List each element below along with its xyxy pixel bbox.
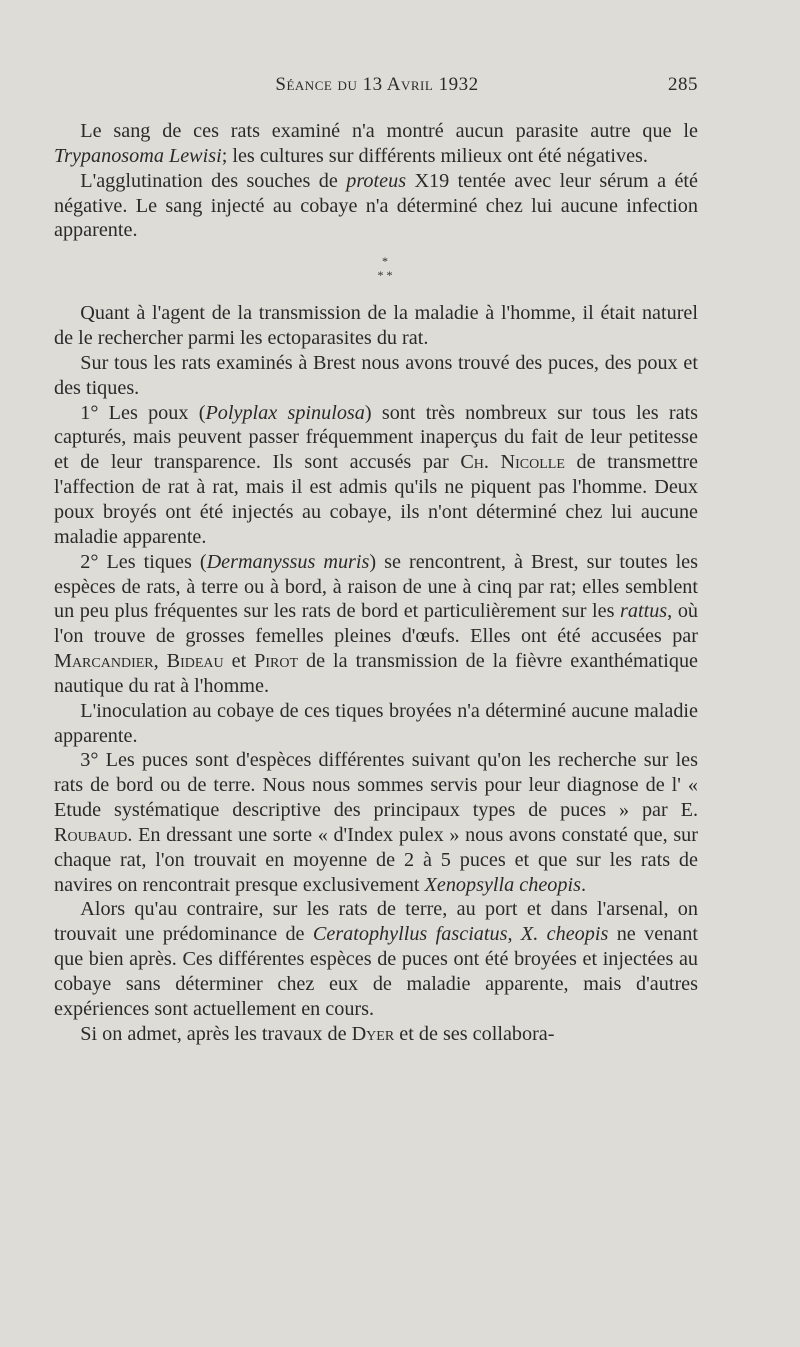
paragraph-2 — [54, 169, 698, 244]
text-run: X19 tentée avec leur sérum a été négative. Le sang injecté au cobaye n'a déterminé chez lui aucune infection apparente. — [54, 169, 698, 242]
author-name: Bideau — [166, 650, 224, 673]
species-name: proteus — [346, 169, 407, 192]
asterism-bottom: * * — [377, 268, 393, 283]
paragraph-5 — [54, 401, 698, 550]
text-run: , où l'on trouve de grosses femelles pleines d'œufs. Elles ont été accusées par — [54, 600, 699, 648]
running-header — [56, 74, 698, 104]
text-run: 2° Les tiques ( — [80, 550, 207, 573]
species-name: Dermanyssus muris — [206, 550, 370, 573]
author-name: Marcandier — [54, 650, 154, 673]
author-name: Dyer — [351, 1022, 395, 1045]
species-name: X. cheopis — [520, 923, 609, 946]
text-run: 3° Les puces sont d'espèces différentes suivant qu'on les recherche sur les rats de bord ou de terre. Nous nous sommes servis pour leur diagnose de l' « Etude systématique descriptive des principaux types de puces » par E. — [54, 749, 698, 822]
paragraph-4 — [54, 351, 698, 401]
text-run: ne venant que bien après. Ces différentes espèces de puces ont été broyées et injectées au cobaye sans déterminer chez eux de maladie apparente, mais d'autres expériences sont actuellement en cours. — [54, 923, 698, 1020]
species-name: Ceratophyllus fasciatus — [312, 923, 508, 946]
species-name: Trypanosoma Lewisi — [54, 144, 222, 167]
species-name: Polyplax spinulosa — [205, 401, 365, 424]
species-name: rattus — [620, 600, 668, 623]
text-run: . — [580, 873, 587, 896]
author-name: Pirot — [254, 650, 299, 673]
text-run: Alors qu'au contraire, sur les rats de terre, au port et dans l'arsenal, on trouvait une prédominance de — [54, 898, 698, 946]
paragraph-9 — [54, 897, 698, 1021]
paragraph-10 — [54, 1022, 698, 1047]
body-text — [54, 119, 698, 1047]
paragraph-8 — [54, 748, 698, 897]
text-run: L'inoculation au cobaye de ces tiques broyées n'a déterminé aucune maladie apparente. — [54, 699, 698, 747]
text-run: Sur tous les rats examinés à Brest nous avons trouvé des puces, des poux et des tiques. — [54, 351, 698, 399]
text-run: , — [153, 650, 167, 673]
text-run: . En dressant une sorte « d'Index pulex » nous avons constaté que, sur chaque rat, l'on trouvait en moyenne de 2 à 5 puces et que sur les rats de navires on rencontrait presque exclusivement — [54, 823, 698, 896]
text-run: de transmettre l'affection de rat à rat, mais il est admis qu'ils ne piquent pas l'homme. Deux poux broyés ont été injectés au cobaye, ils n'ont déterminé chez lui aucune maladie apparente. — [54, 451, 699, 548]
text-run: Le sang de ces rats examiné n'a montré aucun parasite autre que le — [80, 120, 698, 142]
paragraph-3 — [54, 301, 698, 351]
text-run: de la transmission de la fièvre exanthématique nautique du rat à l'homme. — [54, 650, 698, 697]
paragraph-6 — [54, 550, 698, 699]
text-run: ; les cultures sur différents milieux ont été négatives. — [221, 144, 648, 167]
section-separator — [54, 243, 698, 301]
text-run: et — [223, 650, 255, 673]
paragraph-7 — [54, 699, 698, 749]
text-run: ) sont très nombreux sur tous les rats capturés, mais peuvent passer fréquemment inaperçus du fait de leur petitesse et de leur transparence. Ils sont accusés par — [54, 401, 698, 474]
author-name: Roubaud — [54, 823, 128, 846]
text-run: , — [507, 923, 521, 946]
text-run: 1° Les poux ( — [80, 401, 206, 424]
species-name: Xenopsylla cheopis — [424, 873, 581, 896]
text-run: L'agglutination des souches de — [80, 169, 347, 192]
text-run: et de ses collabora- — [394, 1022, 555, 1045]
paragraph-1 — [54, 119, 698, 169]
text-run: Quant à l'agent de la transmission de la maladie à l'homme, il était naturel de le rechercher parmi les ectoparasites du rat. — [54, 302, 698, 350]
page-number: 285 — [668, 74, 698, 95]
text-run: ) se rencontrent, à Brest, sur toutes les espèces de rats, à terre ou à bord, à raison de une à cinq par rat; elles semblent un peu plus fréquentes sur les rats de bord et particulièrement sur les — [54, 550, 698, 623]
author-name: Ch. Nicolle — [460, 451, 565, 474]
header-title: Séance du 13 Avril 1932 — [275, 74, 479, 95]
text-run: Si on admet, après les travaux de — [80, 1022, 352, 1045]
asterism-top: * — [382, 254, 388, 269]
